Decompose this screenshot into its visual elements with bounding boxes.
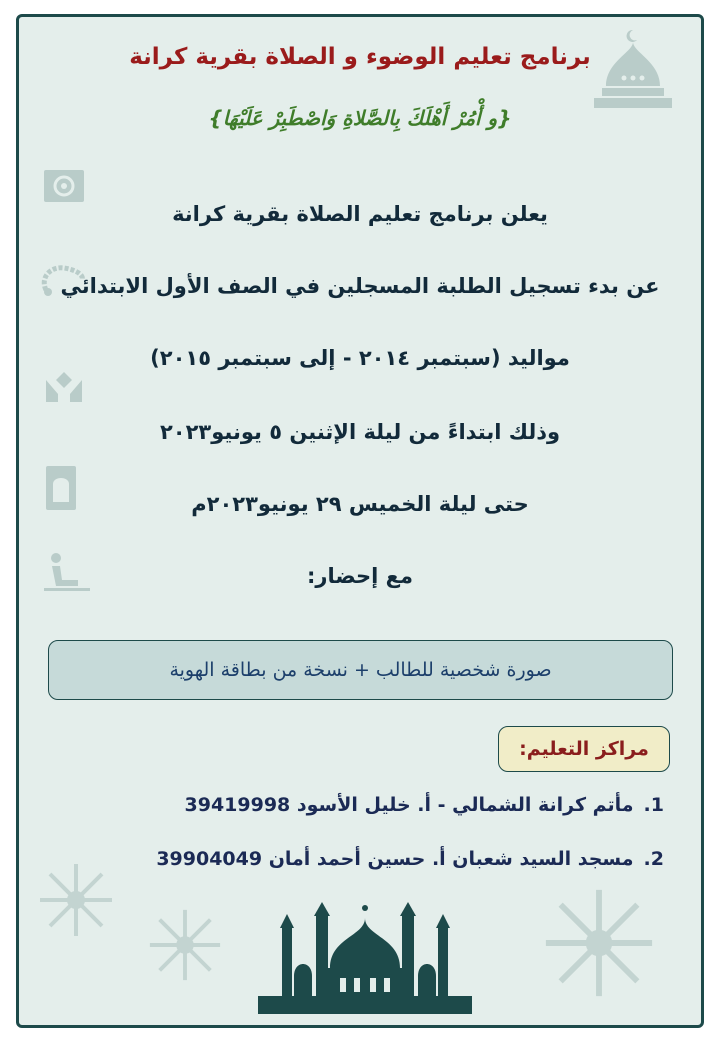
requirements-box xyxy=(48,640,673,700)
announcement-line-3: مواليد (سبتمبر ٢٠١٤ - إلى سبتمبر ٢٠١٥) xyxy=(150,346,570,370)
ornament-star-icon xyxy=(146,906,224,984)
ornament-star-icon xyxy=(540,884,658,1002)
list-item-text: مسجد السيد شعبان أ. حسين أحمد أمان 39904049 xyxy=(156,848,634,870)
list-item-text: مأتم كرانة الشمالي - أ. خليل الأسود 39419998 xyxy=(184,794,634,816)
announcement-line-1: يعلن برنامج تعليم الصلاة بقرية كرانة xyxy=(172,202,548,226)
page-title: برنامج تعليم الوضوء و الصلاة بقرية كرانة xyxy=(129,44,591,70)
announcement-line-2: عن بدء تسجيل الطلبة المسجلين في الصف الأول الابتدائي xyxy=(60,274,660,298)
ornament-star-icon xyxy=(36,860,116,940)
mosque-dome-icon xyxy=(592,28,674,112)
list-item xyxy=(185,794,665,816)
centers-label: مراكز التعليم: xyxy=(519,738,649,760)
mosque-silhouette-icon xyxy=(258,898,472,1014)
announcement-line-6: مع إحضار: xyxy=(306,564,414,588)
list-item-number: 2. xyxy=(643,848,664,870)
announcement-line-5: حتى ليلة الخميس ٢٩ يونيو٢٠٢٣م xyxy=(191,492,529,516)
poster-frame xyxy=(16,14,704,1028)
centers-label-scroll xyxy=(498,726,670,772)
prayer-rug-icon xyxy=(42,168,86,204)
list-item-number: 1. xyxy=(643,794,664,816)
quran-verse: {و أْمُرْ أَهْلَكَ بِالصَّلاةِ وَاصْطَبِرْ عَلَيْهَا} xyxy=(208,106,512,130)
requirements-text: صورة شخصية للطالب + نسخة من بطاقة الهوية xyxy=(169,659,552,681)
announcement-line-4: وذلك ابتداءً من ليلة الإثنين ٥ يونيو٢٠٢٣ xyxy=(159,420,561,444)
list-item xyxy=(156,848,664,870)
